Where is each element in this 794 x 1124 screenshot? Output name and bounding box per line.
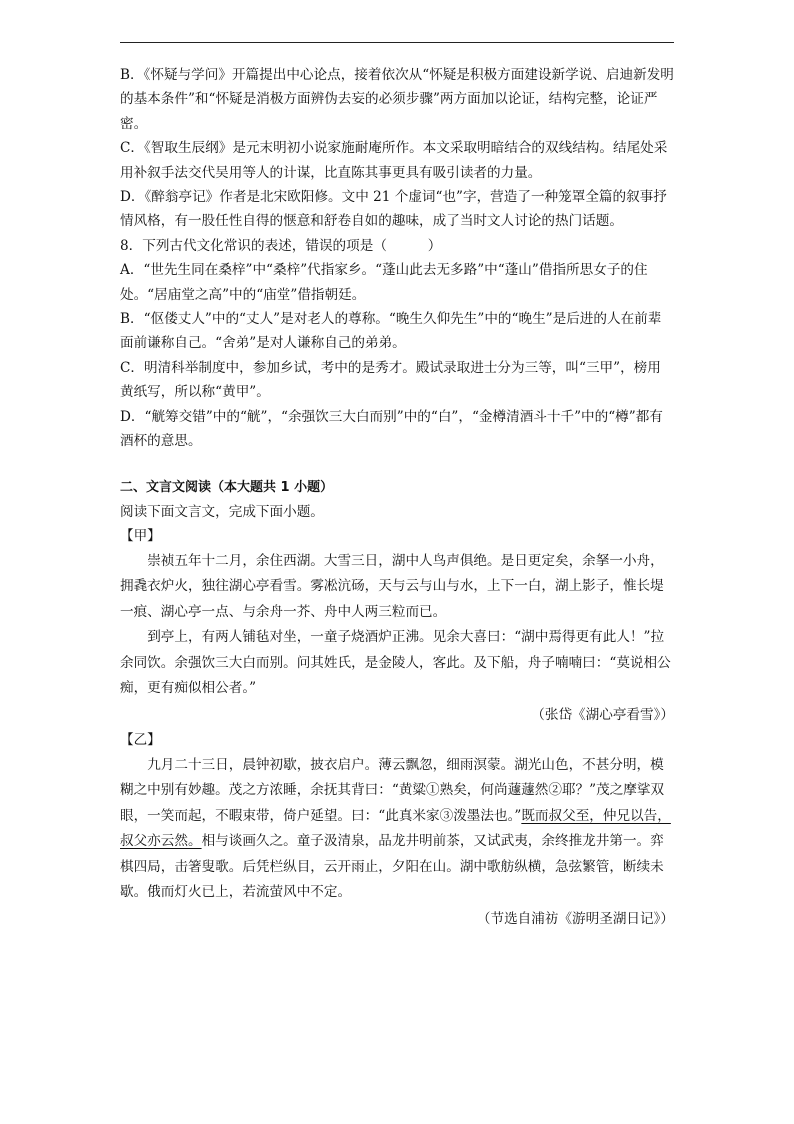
header-rule <box>120 42 674 43</box>
jia-label: 【甲】 <box>120 527 161 544</box>
yi-label: 【乙】 <box>120 731 161 748</box>
jia-paragraph-2: 到亭上，有两人铺毡对坐，一童子烧酒炉正沸。见余大喜曰：“湖中焉得更有此人！”拉余同饮。余强饮三大白而别。问其姓氏，是金陵人，客此。及下船，舟子喃喃曰：“莫说相公痴，更有痴似相公者。” <box>120 629 671 697</box>
jia-paragraph-1: 崇祯五年十二月，余住西湖。大雪三日，湖中人鸟声俱绝。是日更定矣，余拏一小舟，拥毳衣炉火，独往湖心亭看雪。雾凇沆砀，天与云与山与水，上下一白，湖上影子，惟长堤一痕、湖心亭一点、与余舟一芥、舟中人两三粒而已。 <box>120 552 664 620</box>
q7-option-b: B．《怀疑与学问》开篇提出中心论点，接着依次从“怀疑是积极方面建设新学说、启迪新发明的基本条件”和“怀疑是消极方面辨伪去妄的必须步骤”两方面加以论证，结构完整，论证严密。 <box>120 67 674 132</box>
page-content <box>120 63 674 932</box>
yi-text-after: 相与谈画久之。童子汲清泉，品龙井明前茶，又试武夷，余终推龙井第一。弈棋四局，击箸叟歌。后凭栏纵目，云开雨止，夕阳在山。湖中歌舫纵横，急弦繁管，断续未歇。俄而灯火已上，若流萤风中不定。 <box>120 833 664 901</box>
q8-option-d: D．“觥筹交错”中的“觥”，“余强饮三大白而别”中的“白”，“金樽清酒斗十千”中的“樽”都有酒杯的意思。 <box>120 408 663 450</box>
q8-stem: 8．下列古代文化常识的表述，错误的项是（ ） <box>120 237 442 254</box>
q7-option-d: D．《醉翁亭记》作者是北宋欧阳修。文中 21 个虚词“也”字，营造了一种笼罩全篇的叙事抒情风格，有一股任性自得的惬意和舒卷自如的趣味，成了当时文人讨论的热门话题。 <box>120 189 667 230</box>
yi-text-before: 九月二十三日，晨钟初歇，披衣启户。薄云飘忽，细雨溟蒙。湖光山色，不甚分明，模糊之中别有妙趣。茂之方浓睡，余抚其背曰：“黄粱①熟矣，何尚蘧蘧然②耶？”茂之摩挲双眼，一笑而起，不暇束带，倚户延望。曰：“此真米家③泼墨法也。” <box>120 756 665 824</box>
section-title: 二、文言文阅读（本大题共 1 小题） <box>120 479 334 495</box>
q7-option-c: C．《智取生辰纲》是元末明初小说家施耐庵所作。本文采取明暗结合的双线结构。结尾处采用补叙手法交代吴用等人的计谋，比直陈其事更具有吸引读者的力量。 <box>120 140 668 181</box>
yi-source: （节选自浦祊《游明圣湖日记》） <box>476 910 674 927</box>
yi-paragraph-1 <box>120 753 674 906</box>
q8-option-c: C．明清科举制度中，参加乡试，考中的是秀才。殿试录取进士分为三等，叫“三甲”，榜用黄纸写，所以称“黄甲”。 <box>120 359 661 401</box>
q8-option-a: A．“世先生同在桑梓”中“桑梓”代指家乡。“蓬山此去无多路”中“蓬山”借指所思女子的住处。“居庙堂之高”中的“庙堂”借指朝廷。 <box>120 262 648 303</box>
section-gap <box>120 454 674 476</box>
jia-source: （张岱《湖心亭看雪》） <box>531 706 674 723</box>
section-instruction: 阅读下面文言文，完成下面小题。 <box>120 503 324 520</box>
q8-option-b: B．“伛偻丈人”中的“丈人”是对老人的尊称。“晚生久仰先生”中的“晚生”是后进的人在前辈面前谦称自己。“舍弟”是对人谦称自己的弟弟。 <box>120 311 662 352</box>
yi-underlined-sentence: 既而叔父至，仲兄以告，叔父亦云然。 <box>120 807 671 850</box>
